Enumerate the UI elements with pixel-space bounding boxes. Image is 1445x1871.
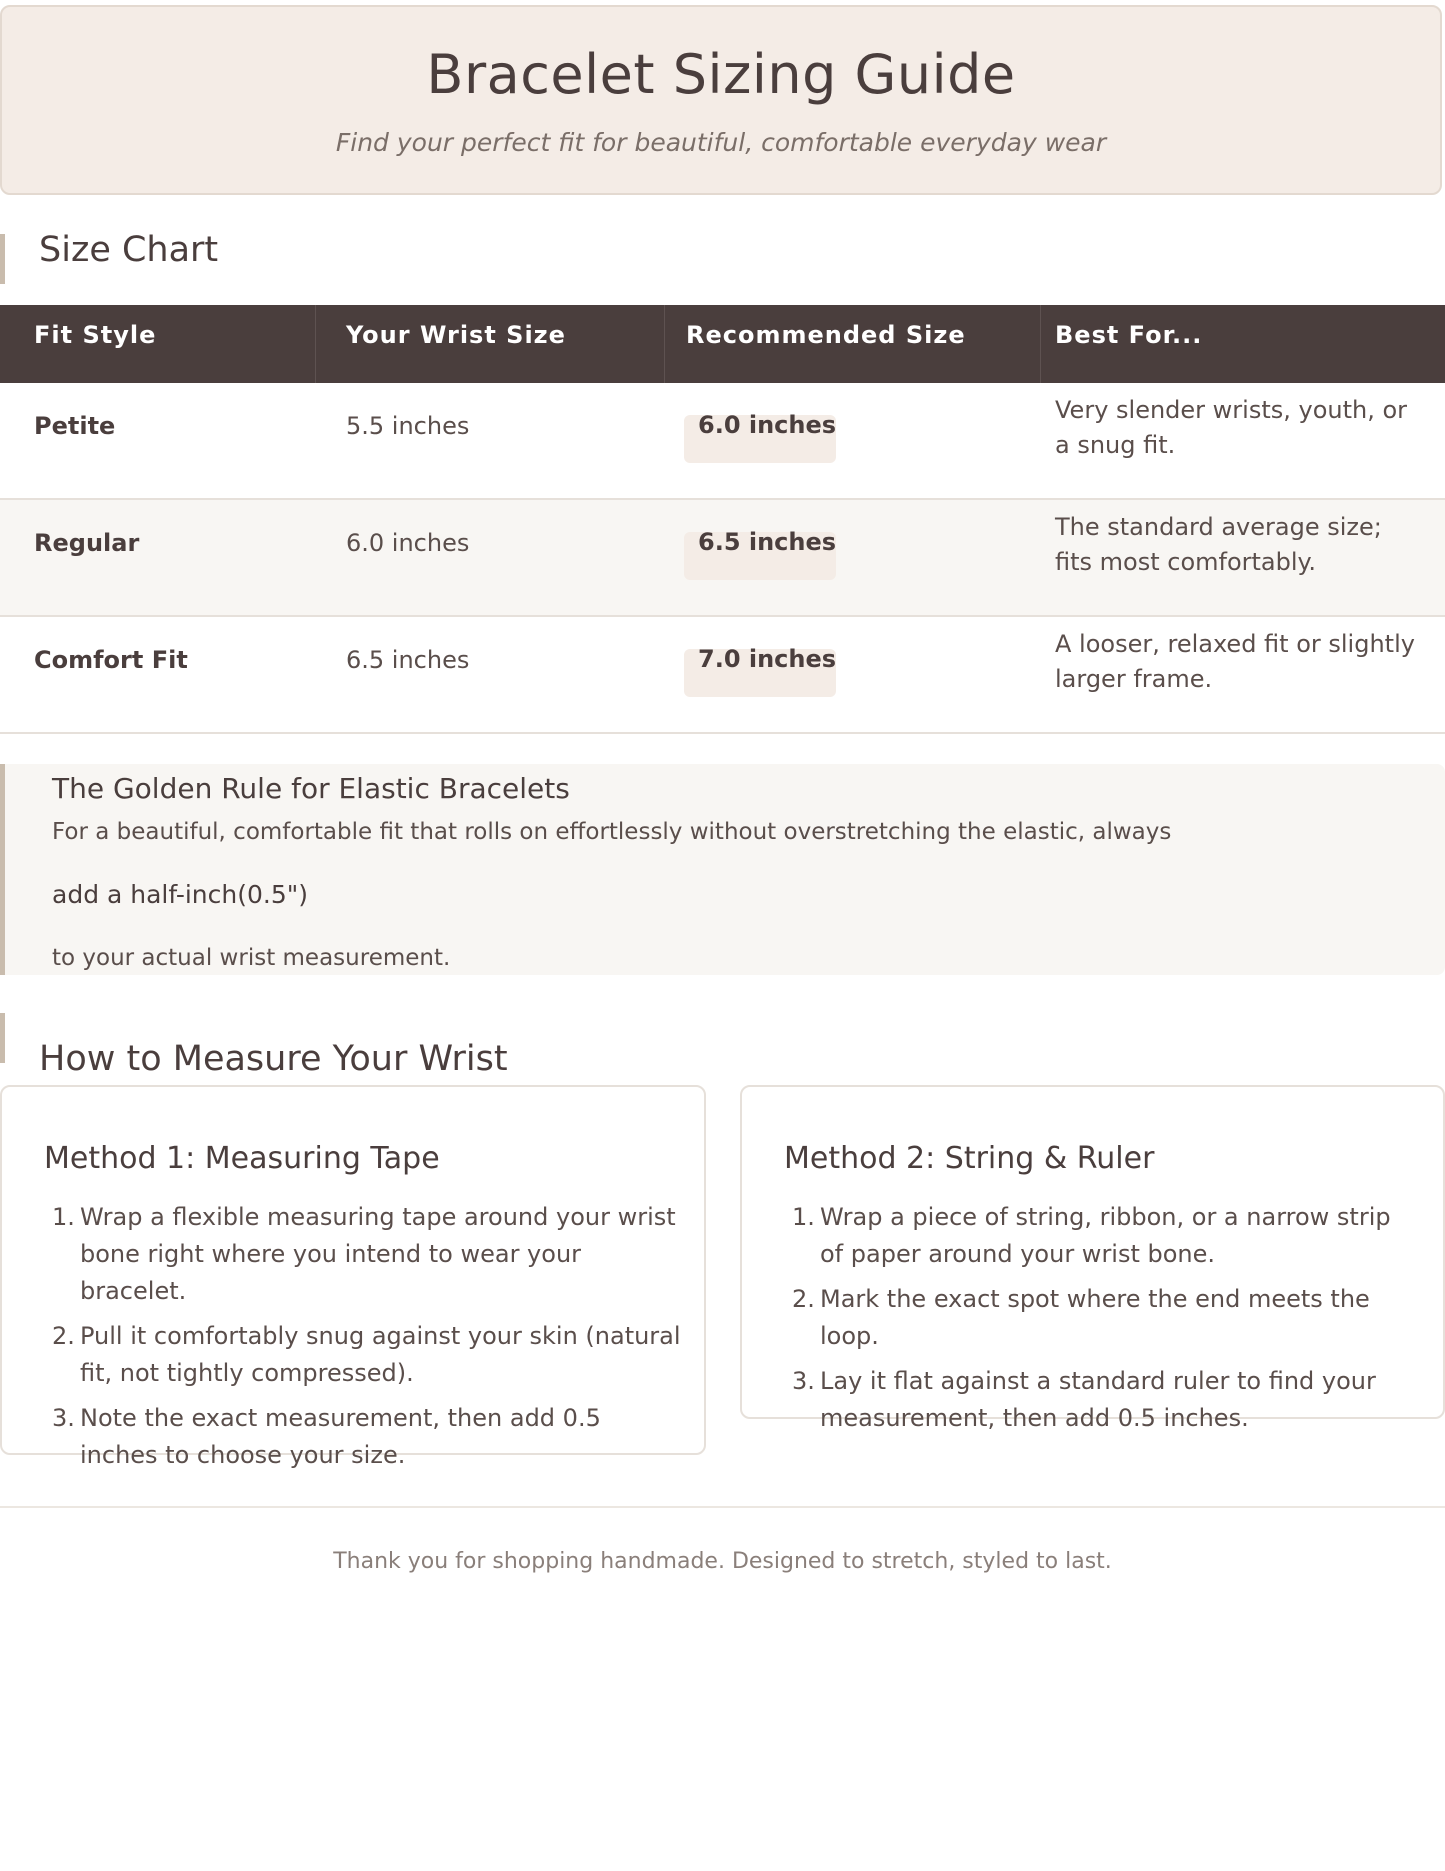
best-for-cell: The standard average size; fits most comfortably. [1055,513,1382,576]
best-for-cell: Very slender wrists, youth, or a snug fit. [1055,396,1408,459]
best-for-cell: A looser, relaxed fit or slightly larger frame. [1055,630,1415,693]
recommended-size-badge [684,645,837,697]
measure-heading-text: How to Measure Your Wrist [39,1039,508,1079]
recommended-size-text: 7.0 inches [698,645,837,673]
wrist-size-cell: 6.0 inches [346,529,470,557]
size-chart-heading [0,230,219,284]
method-2-steps [784,1199,1404,1445]
method-2-card [740,1085,1445,1432]
method-1-title: Method 1: Measuring Tape [44,1141,440,1176]
wrist-size-cell: 6.5 inches [346,646,470,674]
size-chart-heading-text: Size Chart [39,230,219,270]
golden-rule-highlight: add a half-inch(0.5") [52,880,308,909]
golden-rule-callout [0,764,1445,975]
measure-heading [0,1013,508,1079]
recommended-size-text: 6.5 inches [698,528,837,556]
recommended-size-badge [684,411,837,463]
fit-style-cell: Petite [34,412,116,440]
list-item: 3. Lay it flat against a standard ruler to find your measurement, then add 0.5 inches. [792,1367,1376,1432]
page-title: Bracelet Sizing Guide [426,43,1016,106]
footer-text: Thank you for shopping handmade. Designed to stretch, styled to last. [333,1549,1112,1574]
method-1-steps [44,1199,684,1482]
table-header [0,305,1445,383]
fit-style-cell: Comfort Fit [34,646,188,674]
method-1-card [0,1085,706,1469]
table-row [0,500,1445,617]
recommended-size-badge [684,528,837,580]
list-item: 1. Wrap a flexible measuring tape around your wrist bone right where you intend to wear your bracelet. [52,1203,676,1305]
list-item: 3. Note the exact measurement, then add 0.5 inches to choose your size. [52,1404,601,1469]
size-chart-table [0,305,1445,734]
golden-rule-text-before: For a beautiful, comfortable fit that rolls on effortlessly without overstretching the elastic, always [52,819,1172,845]
page-subtitle: Find your perfect fit for beautiful, comfortable everyday wear [335,128,1107,157]
recommended-size-text: 6.0 inches [698,411,837,439]
wrist-size-cell: 5.5 inches [346,412,470,440]
column-header-best-for: Best For... [1055,321,1203,349]
column-header-recommended-size: Recommended Size [686,321,966,349]
table-row [0,617,1445,734]
footer-divider [0,1506,1445,1508]
list-item: 2. Pull it comfortably snug against your skin (natural fit, not tightly compressed). [52,1322,681,1387]
list-item: 1. Wrap a piece of string, ribbon, or a narrow strip of paper around your wrist bone. [792,1203,1391,1268]
column-header-wrist-size: Your Wrist Size [346,321,566,349]
list-item: 2. Mark the exact spot where the end meets the loop. [792,1285,1370,1350]
golden-rule-title: The Golden Rule for Elastic Bracelets [52,772,570,805]
method-2-title: Method 2: String & Ruler [784,1141,1155,1176]
golden-rule-text-after: to your actual wrist measurement. [52,945,451,971]
table-row [0,383,1445,500]
header-banner [0,5,1442,195]
fit-style-cell: Regular [34,529,140,557]
column-header-fit-style: Fit Style [34,321,157,349]
